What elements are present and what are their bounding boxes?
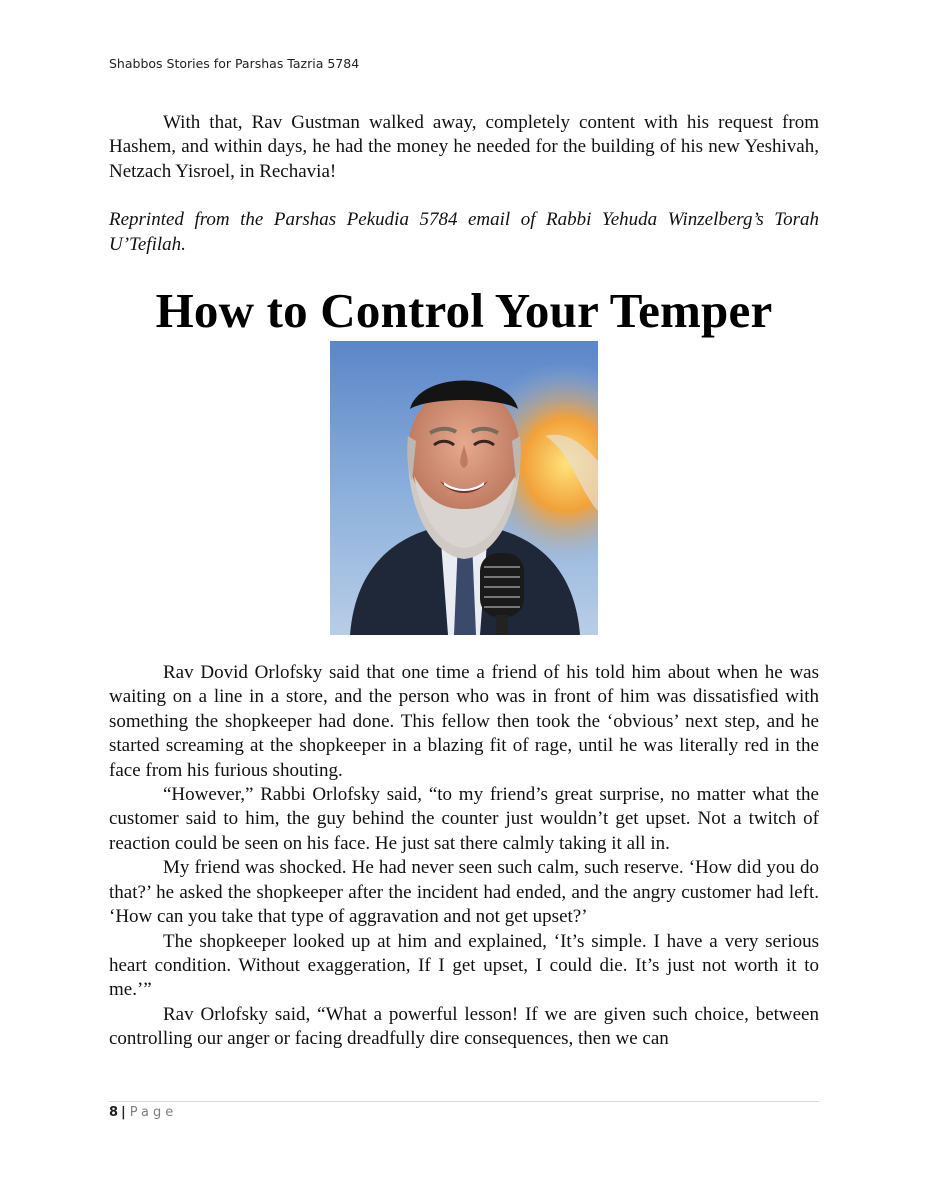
footer-divider: [109, 1101, 819, 1102]
body-paragraph: My friend was shocked. He had never seen such calm, such reserve. ‘How did you do that?’ he asked the shopkeeper after the incident had ended, and the angry customer had left. ‘How can you take that type of aggravation and not get upset?’: [109, 857, 819, 928]
page-number: 8: [109, 1105, 119, 1120]
portrait-photo: [330, 341, 598, 635]
body-paragraph: “However,” Rabbi Orlofsky said, “to my friend’s great surprise, no matter what the customer said to him, the guy behind the counter just wouldn’t get upset. Not a twitch of reaction could be seen on his face. He just sat there calmly taking it all in.: [109, 784, 819, 854]
body-paragraph: Rav Orlofsky said, “What a powerful lesson! If we are given such choice, between controlling our anger or facing dreadfully dire consequences, then we can: [109, 1003, 819, 1050]
running-header: Shabbos Stories for Parshas Tazria 5784: [109, 56, 360, 71]
page-footer: [109, 1105, 177, 1120]
page-label: Page: [129, 1105, 178, 1120]
page-content: [109, 111, 819, 1052]
body-paragraph: With that, Rav Gustman walked away, completely content with his request from Hashem, and within days, he had the money he needed for the building of his new Yeshivah, Netzach Yisroel, in Rechavia!: [109, 112, 819, 182]
reprint-note: Reprinted from the Parshas Pekudia 5784 email of Rabbi Yehuda Winzelberg’s Torah U’Tefilah.: [109, 209, 819, 255]
footer-separator: |: [121, 1105, 126, 1120]
body-paragraph: The shopkeeper looked up at him and explained, ‘It’s simple. I have a very serious heart condition. Without exaggeration, If I get upset, I could die. It’s just not worth it to me.’”: [109, 930, 819, 1001]
body-paragraph: Rav Dovid Orlofsky said that one time a friend of his told him about when he was waiting on a line in a store, and the person who was in front of him was dissatisfied with something the shopkeeper had done. This fellow then took the ‘obvious’ next step, and he started screaming at the shopkeeper in a blazing fit of rage, until he was literally red in the face from his furious shouting.: [109, 662, 819, 781]
photo-container: [109, 341, 819, 635]
article-title: How to Control Your Temper: [155, 283, 773, 339]
